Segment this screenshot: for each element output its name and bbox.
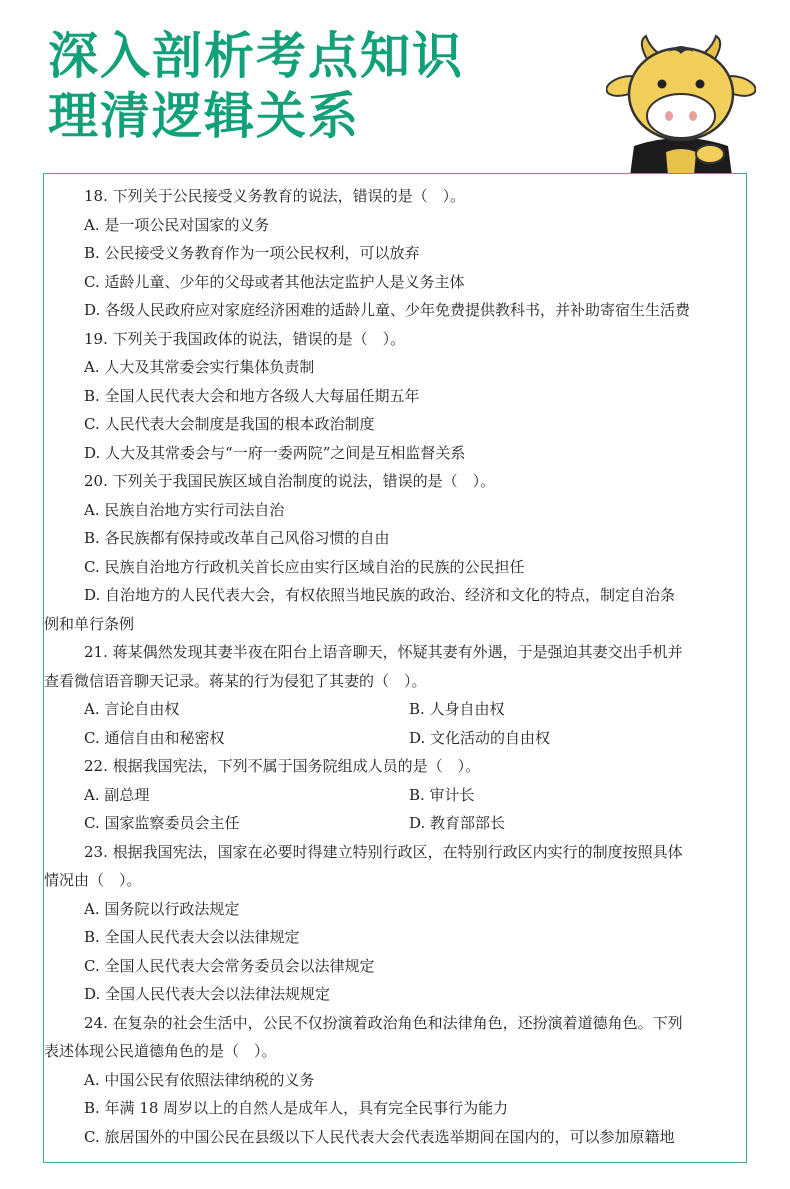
question-22-options-row-1 [84,781,744,810]
question-20-option-a: A. 民族自治地方实行司法自治 [84,500,285,519]
headline-line-1: 深入剖析考点知识 [48,27,464,85]
question-panel [43,173,747,1163]
question-19-option-a: A. 人大及其常委会实行集体负责制 [84,358,315,376]
question-21-option-b: B. 人身自由权 [409,700,505,718]
question-21-option-d: D. 文化活动的自由权 [409,728,551,747]
question-21-option-c: C. 通信自由和秘密权 [84,728,225,747]
question-24-stem-cont: 表述体现公民道德角色的是（ ）。 [44,1042,277,1060]
question-23-option-b: B. 全国人民代表大会以法律规定 [84,928,300,946]
cow-mascot-icon [606,34,756,176]
question-19-option-c: C. 人民代表大会制度是我国的根本政治制度 [84,415,375,433]
question-22-option-d: D. 教育部部长 [409,814,506,832]
question-19-stem: 19. 下列关于我国政体的说法，错误的是（ ）。 [84,329,406,348]
question-22-option-c: C. 国家监察委员会主任 [84,814,240,832]
question-18-option-d: D. 各级人民政府应对家庭经济困难的适龄儿童、少年免费提供教科书，并补助寄宿生生活费 [84,301,691,319]
question-list [44,182,744,1151]
question-18-stem: 18. 下列关于公民接受义务教育的说法，错误的是（ ）。 [84,187,466,205]
question-21-option-a: A. 言论自由权 [84,700,180,718]
question-20-stem: 20. 下列关于我国民族区域自治制度的说法，错误的是（ ）。 [84,472,496,490]
question-22-stem: 22. 根据我国宪法，下列不属于国务院组成人员的是（ ）。 [84,757,481,775]
question-18-option-c: C. 适龄儿童、少年的父母或者其他法定监护人是义务主体 [84,272,465,291]
question-23-option-c: C. 全国人民代表大会常务委员会以法律规定 [84,956,375,975]
question-18-option-b: B. 公民接受义务教育作为一项公民权利，可以放弃 [84,244,420,262]
question-24-stem: 24. 在复杂的社会生活中，公民不仅扮演着政治角色和法律角色，还扮演着道德角色。下列 [84,1013,683,1032]
question-24-option-b: B. 年满 18 周岁以上的自然人是成年人，具有完全民事行为能力 [84,1099,509,1117]
question-21-options-row-1 [84,695,744,724]
question-22-option-b: B. 审计长 [409,785,475,804]
question-21-stem: 21. 蒋某偶然发现其妻半夜在阳台上语音聊天，怀疑其妻有外遇，于是强迫其妻交出手机并 [84,643,683,661]
headline [48,26,464,146]
question-23-stem: 23. 根据我国宪法，国家在必要时得建立特别行政区，在特别行政区内实行的制度按照具体 [84,842,683,861]
question-24-option-a: A. 中国公民有依照法律纳税的义务 [84,1070,315,1089]
question-19-option-b: B. 全国人民代表大会和地方各级人大每届任期五年 [84,386,420,405]
question-23-option-d: D. 全国人民代表大会以法律法规规定 [84,985,331,1003]
question-22-option-a: A. 副总理 [84,785,150,804]
question-21-stem-cont: 查看微信语音聊天记录。蒋某的行为侵犯了其妻的（ ）。 [44,671,427,690]
header-banner [0,0,790,175]
question-20-option-d: D. 自治地方的人民代表大会，有权依照当地民族的政治、经济和文化的特点，制定自治条 [84,586,676,604]
question-20-option-c: C. 民族自治地方行政机关首长应由实行区域自治的民族的公民担任 [84,557,525,576]
question-18-option-a: A. 是一项公民对国家的义务 [84,215,270,234]
question-20-option-b: B. 各民族都有保持或改革自己风俗习惯的自由 [84,529,390,547]
question-22-options-row-2 [84,809,744,838]
question-19-option-d: D. 人大及其常委会与“一府一委两院”之间是互相监督关系 [84,443,466,462]
question-23-option-a: A. 国务院以行政法规定 [84,899,240,918]
question-20-option-d-cont: 例和单行条例 [44,614,135,633]
headline-line-2: 理清逻辑关系 [48,87,360,145]
question-24-option-c: C. 旅居国外的中国公民在县级以下人民代表大会代表选举期间在国内的，可以参加原籍地 [84,1127,675,1146]
question-21-options-row-2 [84,724,744,753]
question-23-stem-cont: 情况由（ ）。 [44,871,142,889]
